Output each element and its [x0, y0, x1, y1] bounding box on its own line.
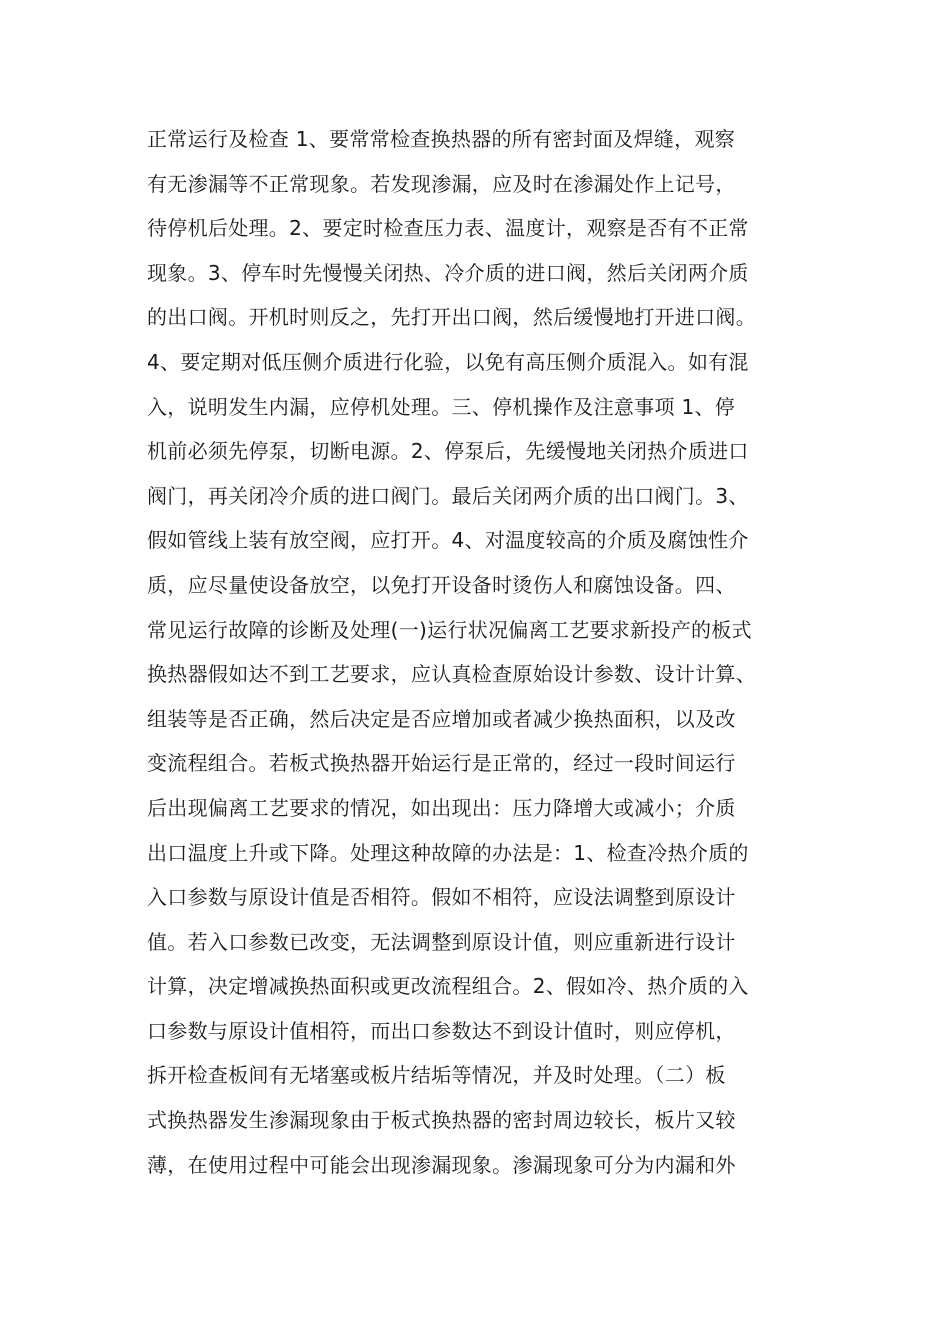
- text-line: 拆开检查板间有无堵塞或板片结垢等情况，并及时处理。（二）板: [147, 1063, 726, 1088]
- text-line: 质，应尽量使设备放空，以免打开设备时烫伤人和腐蚀设备。四、: [147, 572, 736, 597]
- text-line: 阀门，再关闭冷介质的进口阀门。最后关闭两介质的出口阀门。3、: [147, 483, 749, 508]
- text-line: 值。若入口参数已改变，无法调整到原设计值，则应重新进行设计: [147, 929, 736, 954]
- text-line: 入口参数与原设计值是否相符。假如不相符，应设法调整到原设计: [147, 885, 736, 910]
- text-line: 组装等是否正确，然后决定是否应增加或者减少换热面积，以及改: [147, 706, 736, 731]
- text-line: 计算，决定增减换热面积或更改流程组合。2、假如冷、热介质的入: [147, 974, 749, 999]
- text-line: 正常运行及检查 1、要常常检查换热器的所有密封面及焊缝，观察: [147, 127, 736, 151]
- text-line: 假如管线上装有放空阀，应打开。4、对温度较高的介质及腐蚀性介: [147, 528, 749, 553]
- text-line: 变流程组合。若板式换热器开始运行是正常的，经过一段时间运行: [147, 751, 736, 776]
- text-line: 入，说明发生内漏，应停机处理。三、停机操作及注意事项 1、停: [147, 394, 736, 419]
- text-line: 出口温度上升或下降。处理这种故障的办法是：1、检查冷热介质的: [147, 840, 749, 865]
- text-line: 后出现偏离工艺要求的情况，如出现出：压力降增大或减小；介质: [147, 795, 736, 820]
- text-line: 机前必须先停泵，切断电源。2、停泵后，先缓慢地关闭热介质进口: [147, 439, 749, 464]
- text-line: 式换热器发生渗漏现象由于板式换热器的密封周边较长，板片又较: [147, 1108, 736, 1133]
- text-line: 薄，在使用过程中可能会出现渗漏现象。渗漏现象可分为内漏和外: [147, 1152, 736, 1177]
- text-line: 的出口阀。开机时则反之，先打开出口阀，然后缓慢地打开进口阀。: [147, 305, 756, 330]
- text-line: 口参数与原设计值相符，而出口参数达不到设计值时，则应停机，: [147, 1018, 736, 1043]
- text-line: 待停机后处理。2、要定时检查压力表、温度计，观察是否有不正常: [147, 216, 749, 241]
- text-line: 4、要定期对低压侧介质进行化验，以免有高压侧介质混入。如有混: [147, 349, 749, 374]
- text-line: 常见运行故障的诊断及处理(一)运行状况偏离工艺要求新投产的板式: [147, 617, 752, 642]
- text-line: 有无渗漏等不正常现象。若发现渗漏，应及时在渗漏处作上记号，: [147, 171, 736, 196]
- text-line: 现象。3、停车时先慢慢关闭热、冷介质的进口阀，然后关闭两介质: [147, 260, 749, 285]
- text-line: 换热器假如达不到工艺要求，应认真检查原始设计参数、设计计算、: [147, 662, 756, 687]
- body-text: [147, 117, 847, 1187]
